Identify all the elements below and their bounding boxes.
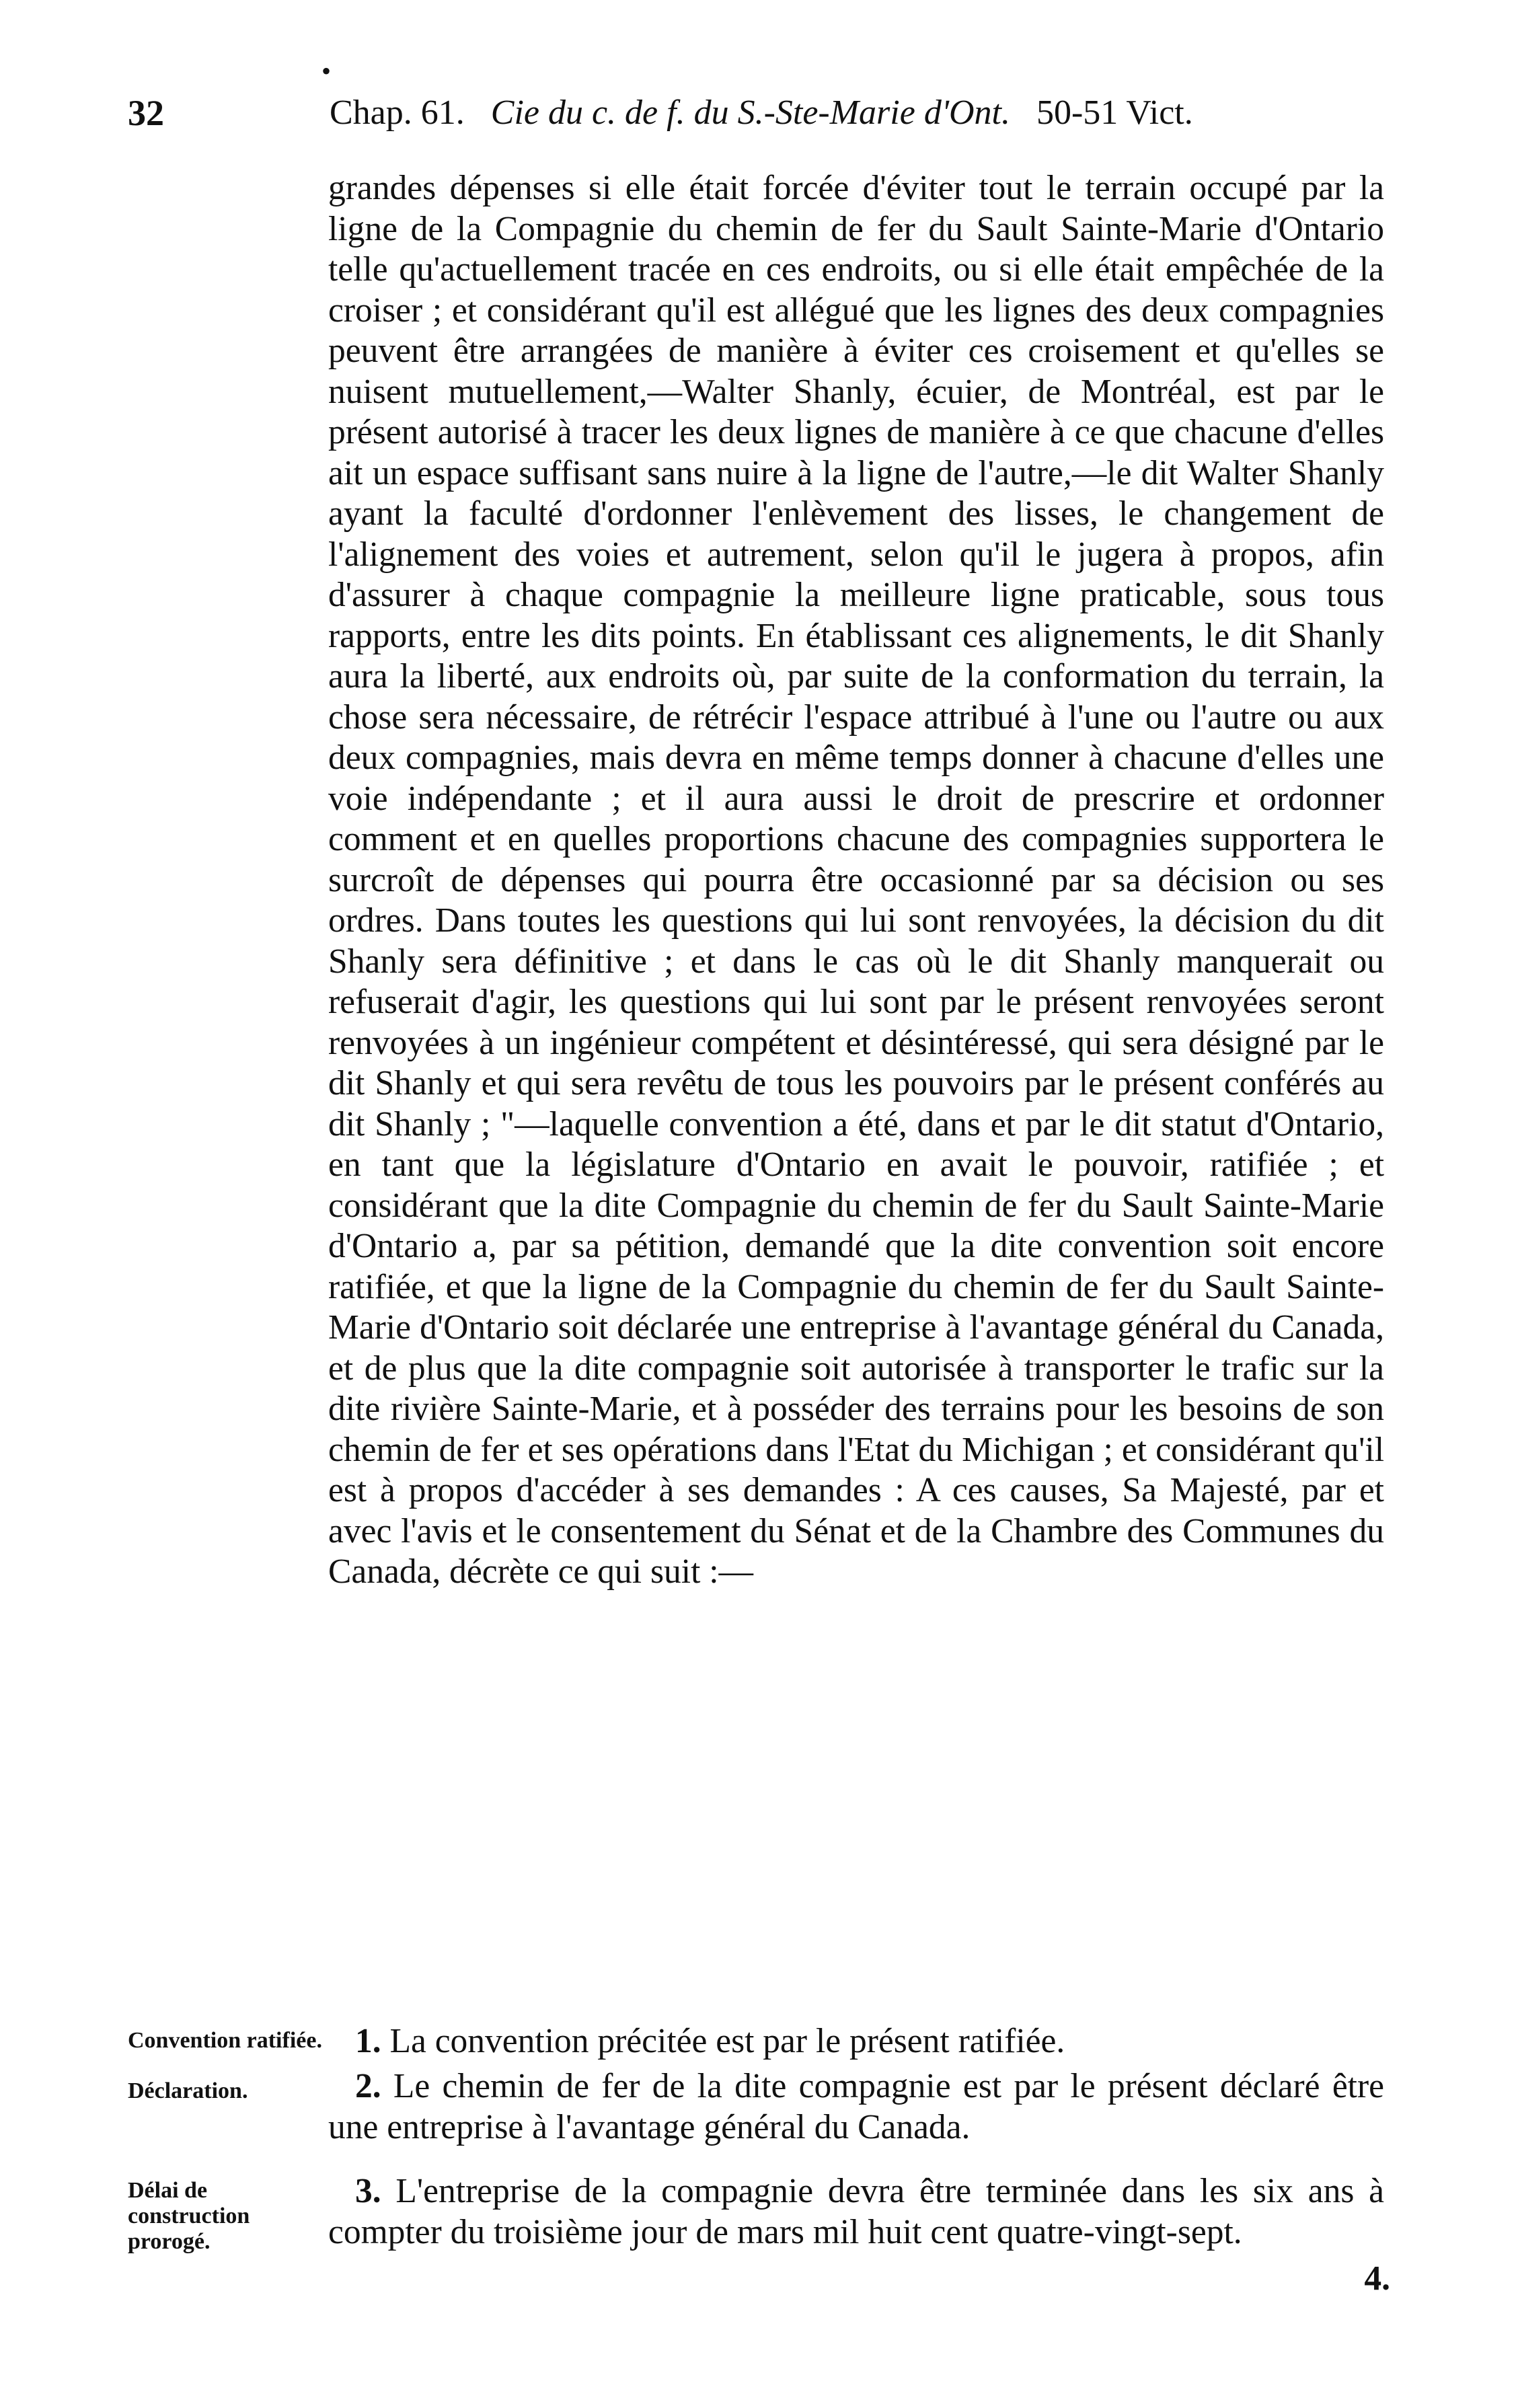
stray-dot: •: [321, 56, 332, 86]
section-text: Le chemin de fer de la dite compagnie est par le présent déclaré être une entreprise à l'avantage général du Canada.: [328, 2067, 1384, 2146]
page-number: 32: [128, 93, 164, 133]
page-header: [128, 86, 1392, 140]
catchword: 4.: [1364, 2259, 1390, 2298]
section-number: 2.: [355, 2067, 381, 2105]
margin-note-section-2: Déclaration.: [128, 2078, 248, 2103]
section-number: 1.: [355, 2022, 381, 2060]
chapter-label: Chap. 61.: [330, 93, 465, 132]
margin-note-section-3: Délai de construction prorogé.: [128, 2178, 250, 2254]
preamble-paragraph: grandes dépenses si elle était forcée d'éviter tout le terrain occupé par la ligne de la Compagnie du chemin de fer du Sault Sainte-Marie d'Ontario telle qu'actuellement tracée en ces endroits, ou si elle était empêchée de la croiser ; et considérant qu'il est allégué que les lignes des deux compagnies peuvent être arrangées de manière à éviter ces croisement et qu'elles se nuisent mutuellement,—Walter Shanly, écuier, de Montréal, est par le présent autorisé à tracer les deux lignes de manière à ce que chacune d'elles ait un espace suffisant sans nuire à la ligne de l'autre,—le dit Walter Shanly ayant la faculté d'ordonner l'enlèvement des lisses, le changement de l'alignement des voies et autrement, selon qu'il le jugera à propos, afin d'assurer à chaque compagnie la meilleure ligne praticable, sous tous rapports, entre les dits points. En établissant ces alignements, le dit Shanly aura la liberté, aux endroits où, par suite de la conformation du terrain, la chose sera nécessaire, de rétrécir l'espace attribué à l'une ou l'autre ou aux deux compagnies, mais devra en même temps donner à chacune d'elles une voie indépendante ; et il aura aussi le droit de prescrire et ordonner comment et en quelles proportions chacune des compagnies supportera le surcroît de dépenses qui pourra être occasionné par sa décision ou ses ordres. Dans toutes les questions qui lui sont renvoyées, la décision du dit Shanly sera définitive ; et dans le cas où le dit Shanly manquerait ou refuserait d'agir, les questions qui lui sont par le présent renvoyées seront renvoyées à un ingénieur compétent et désintéressé, qui sera désigné par le dit Shanly et qui sera revêtu de tous les pouvoirs par le présent conférés au dit Shanly ; "—laquelle convention a été, dans et par le dit statut d'Ontario, en tant que la législature d'Ontario en avait le pouvoir, ratifiée ; et considérant que la dite Compagnie du chemin de fer du Sault Sainte-Marie d'Ontario a, par sa pétition, demandé que la dite convention soit encore ratifiée, et que la ligne de la Compagnie du chemin de fer du Sault Sainte-Marie d'Ontario soit déclarée une entreprise à l'avantage général du Canada, et de plus que la dite compagnie soit autorisée à transporter le trafic sur la dite rivière Sainte-Marie, et à posséder des terrains pour les besoins de son chemin de fer et ses opérations dans l'Etat du Michigan ; et considérant qu'il est à propos d'accéder à ses demandes : A ces causes, Sa Majesté, par et avec l'avis et le consentement du Sénat et de la Chambre des Communes du Canada, décrète ce qui suit :—: [328, 169, 1384, 1591]
section-1: [328, 2021, 1384, 2062]
margin-note-section-1: Convention ratifiée.: [128, 2028, 322, 2053]
section-2: [328, 2066, 1384, 2148]
section-text: La convention précitée est par le présent ratifiée.: [389, 2022, 1065, 2060]
act-short-title: Cie du c. de f. du S.-Ste-Marie d'Ont.: [490, 93, 1010, 132]
regnal-year: 50-51 Vict.: [1036, 93, 1193, 132]
section-3: [328, 2171, 1384, 2253]
running-head: [330, 86, 1392, 140]
section-number: 3.: [355, 2172, 381, 2210]
preamble-text: [328, 168, 1384, 1593]
section-text: L'entreprise de la compagnie devra être terminée dans les six ans à compter du troisième jour de mars mil huit cent quatre-vingt-sept.: [328, 2172, 1384, 2251]
